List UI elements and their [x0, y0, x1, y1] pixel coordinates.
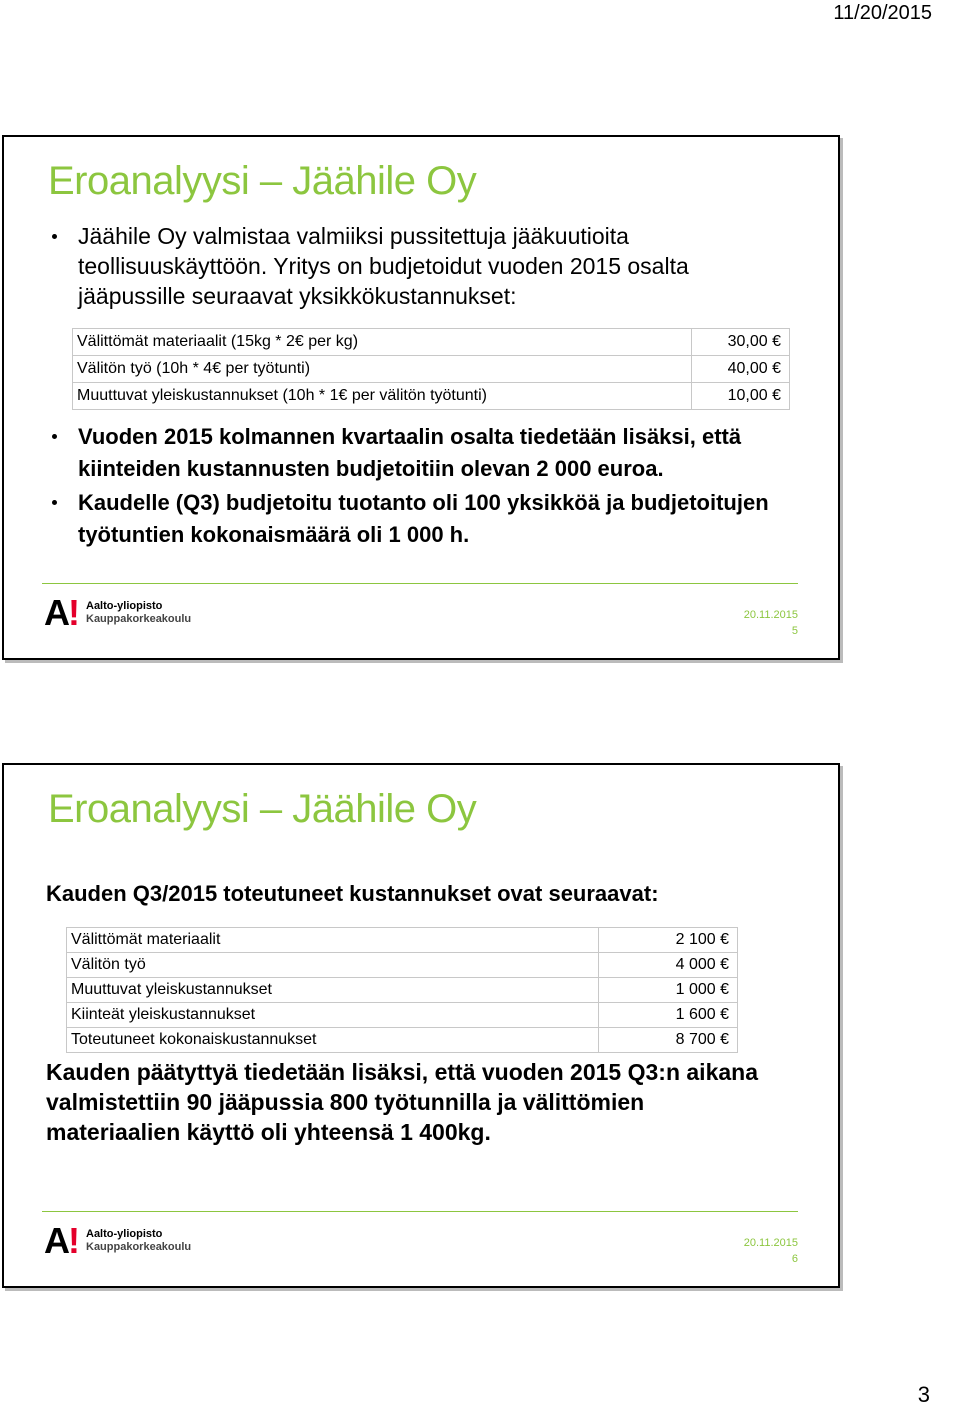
- cost-label: Muuttuvat yleiskustannukset (10h * 1€ per välitön työtunti): [73, 383, 692, 410]
- cost-label: Kiinteät yleiskustannukset: [67, 1003, 599, 1028]
- cost-label: Välitön työ: [67, 953, 599, 978]
- print-date: 11/20/2015: [833, 2, 932, 24]
- table-row: [73, 356, 790, 383]
- cost-value: 30,00 €: [691, 329, 789, 356]
- logo-line1: Aalto-yliopisto: [86, 1228, 163, 1240]
- slide-lead: Kauden Q3/2015 toteutuneet kustannukset ovat seuraavat:: [46, 881, 659, 906]
- cost-label: Välittömät materiaalit (15kg * 2€ per kg): [73, 329, 692, 356]
- aalto-a-icon: A!: [44, 592, 78, 633]
- slide-date: 20.11.2015: [743, 609, 798, 621]
- cost-value: 2 100 €: [599, 928, 738, 953]
- cost-value: 40,00 €: [691, 356, 789, 383]
- slide-date: 20.11.2015: [743, 1237, 798, 1249]
- cost-value: 10,00 €: [691, 383, 789, 410]
- logo-line2: Kauppakorkeakoulu: [86, 1241, 192, 1253]
- slide-title: Eroanalyysi – Jäähile Oy: [48, 159, 477, 203]
- footer-divider: [42, 583, 798, 584]
- table-row: [67, 928, 738, 953]
- cost-label: Välitön työ (10h * 4€ per työtunti): [73, 356, 692, 383]
- page-number: 3: [917, 1382, 930, 1407]
- table-row: [67, 978, 738, 1003]
- slide-number: 6: [791, 1253, 798, 1265]
- bullet-item: Kaudelle (Q3) budjetoitu tuotanto oli 100 yksikköä ja budjetoitujen työtuntien kokonaismäärä oli 1 000 h.: [52, 487, 798, 551]
- bullet-list: [52, 221, 798, 311]
- bullet-item: Vuoden 2015 kolmannen kvartaalin osalta tiedetään lisäksi, että kiinteiden kustannusten budjetoitiin olevan 2 000 euroa.: [52, 421, 798, 485]
- footer-divider: [42, 1211, 798, 1212]
- bullet-item: Jäähile Oy valmistaa valmiiksi pussitettuja jääkuutioita teollisuuskäyttöön. Yritys on budjetoidut vuoden 2015 osalta jääpussille seuraavat yksikkökustannukset:: [52, 221, 798, 311]
- cost-value: 4 000 €: [599, 953, 738, 978]
- logo-line2: Kauppakorkeakoulu: [86, 613, 192, 625]
- bullet-list-bold: [52, 421, 798, 553]
- cost-label: Muuttuvat yleiskustannukset: [67, 978, 599, 1003]
- cost-value: 8 700 €: [599, 1028, 738, 1053]
- cost-value: 1 000 €: [599, 978, 738, 1003]
- slide-paragraph: Kauden päätyttyä tiedetään lisäksi, että vuoden 2015 Q3:n aikana valmistettiin 90 jääpussia 800 työtunnilla ja välittömien materiaalien käyttö oli yhteensä 1 400kg.: [46, 1059, 758, 1145]
- aalto-logo: [44, 592, 192, 633]
- cost-label: Välittömät materiaalit: [67, 928, 599, 953]
- table-row: [73, 329, 790, 356]
- unit-cost-table: [72, 328, 790, 410]
- table-row: [67, 1028, 738, 1053]
- slide-title: Eroanalyysi – Jäähile Oy: [48, 787, 477, 831]
- table-row: [73, 383, 790, 410]
- slide-5: [2, 135, 840, 660]
- table-row: [67, 953, 738, 978]
- logo-line1: Aalto-yliopisto: [86, 600, 163, 612]
- cost-label: Toteutuneet kokonaiskustannukset: [67, 1028, 599, 1053]
- table-row: [67, 1003, 738, 1028]
- slide-number: 5: [791, 625, 798, 637]
- slide-6: [2, 763, 840, 1288]
- actual-cost-table: [66, 927, 738, 1053]
- cost-value: 1 600 €: [599, 1003, 738, 1028]
- aalto-a-icon: A!: [44, 1220, 78, 1261]
- aalto-logo: [44, 1220, 192, 1261]
